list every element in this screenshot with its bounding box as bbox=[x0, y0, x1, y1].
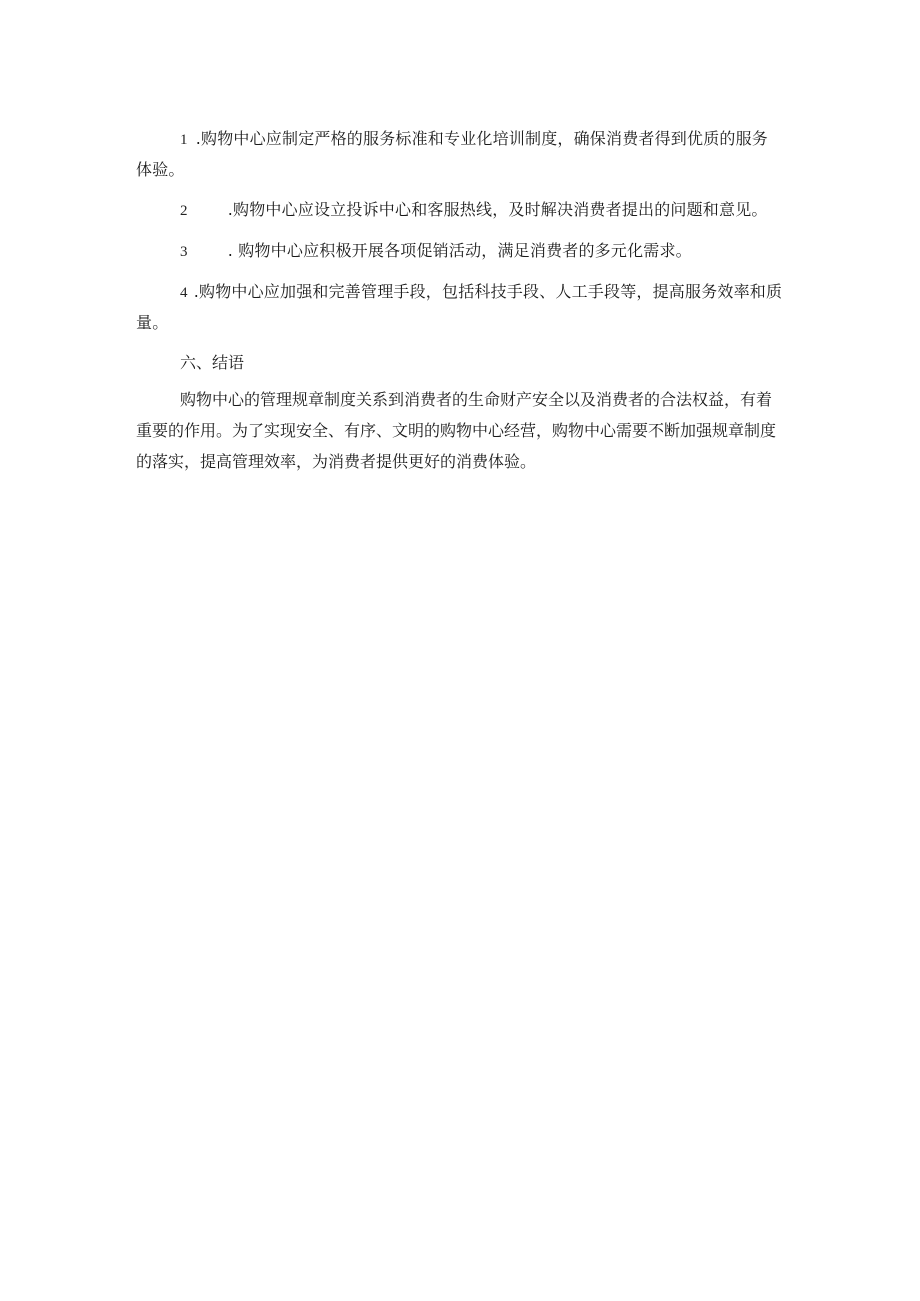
conclusion-paragraph: 购物中心的管理规章制度关系到消费者的生命财产安全以及消费者的合法权益，有着重要的作用。为了实现安全、有序、文明的购物中心经营，购物中心需要不断加强规章制度的落实，提高管理效率，为消费者提供更好的消费体验。 bbox=[136, 390, 777, 471]
list-number: 3 bbox=[180, 244, 188, 260]
list-text: .购物中心应加强和完善管理手段，包括科技手段、人工手段等，提高服务效率和质量。 bbox=[136, 282, 783, 332]
list-item-4 bbox=[136, 277, 784, 338]
list-number: 1 bbox=[180, 132, 188, 148]
list-item-1 bbox=[136, 124, 784, 185]
document-body bbox=[136, 124, 784, 477]
list-text: .购物中心应设立投诉中心和客服热线，及时解决消费者提出的问题和意见。 bbox=[227, 200, 768, 219]
list-item-3 bbox=[136, 236, 784, 267]
list-text: .购物中心应制定严格的服务标准和专业化培训制度，确保消费者得到优质的服务体验。 bbox=[136, 129, 768, 179]
list-number: 2 bbox=[180, 203, 188, 219]
list-item-2 bbox=[136, 195, 784, 226]
list-number: 4 bbox=[180, 285, 188, 301]
list-text: . 购物中心应积极开展各项促销活动，满足消费者的多元化需求。 bbox=[227, 241, 692, 260]
section-heading: 六、结语 bbox=[180, 353, 245, 372]
